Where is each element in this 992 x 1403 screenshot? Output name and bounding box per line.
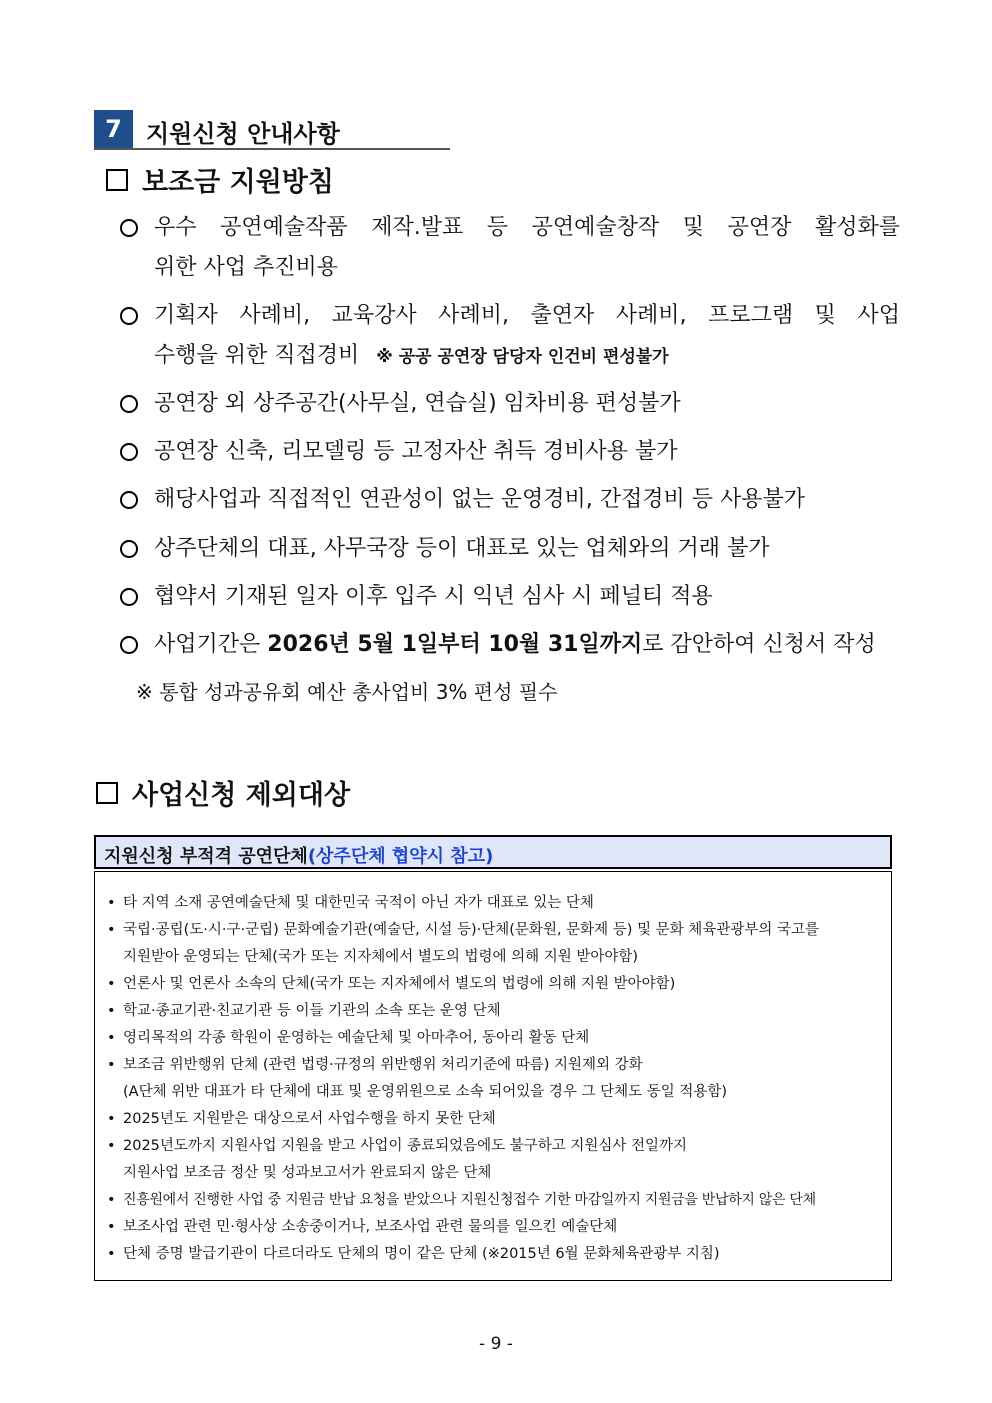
circle-bullet-icon xyxy=(120,395,138,413)
circle-bullet-icon xyxy=(120,219,138,237)
bullet-dot-icon: • xyxy=(107,976,116,992)
bullet-line: 공연장 신축, 리모델링 등 고정자산 취득 경비사용 불가 xyxy=(154,439,678,464)
bullet-dot-icon: • xyxy=(107,1219,116,1235)
exclusion-table-header xyxy=(94,835,892,869)
list-item-text: 보조금 위반행위 단체 (관련 법령·규정의 위반행위 처리기준에 따름) 지원제외 강화 xyxy=(123,1057,643,1073)
section-number-badge: 7 xyxy=(94,110,133,148)
list-item xyxy=(107,890,877,917)
list-item-text: 영리목적의 각종 학원이 운영하는 예술단체 및 아마추어, 동아리 활동 단체 xyxy=(123,1030,590,1046)
period-prefix: 사업기간은 xyxy=(154,632,268,657)
list-item xyxy=(107,1052,877,1106)
bullet-line: 협약서 기재된 일자 이후 입주 시 익년 심사 시 페널티 적용 xyxy=(154,584,713,609)
checkbox-square-icon xyxy=(106,169,128,191)
policy-bullet-1 xyxy=(120,208,900,288)
page-number: - 9 - xyxy=(479,1334,513,1354)
list-item-text: 단체 증명 발급기관이 다르더라도 단체의 명이 같은 단체 (※2015년 6월 문화체육관광부 지침) xyxy=(123,1246,720,1262)
table-title: 지원신청 부적격 공연단체 xyxy=(104,846,308,867)
list-item xyxy=(107,1241,877,1268)
section-underline xyxy=(94,148,450,150)
bullet-dot-icon: • xyxy=(107,1003,116,1019)
list-item-text: 국립·공립(도·시·구·군립) 문화예술기관(예술단, 시설 등)·단체(문화원, 문화제 등) 및 문화 체육관광부의 국고를 xyxy=(123,922,819,938)
circle-bullet-icon xyxy=(120,540,138,558)
circle-bullet-icon xyxy=(120,307,138,325)
bullet-line: 상주단체의 대표, 사무국장 등이 대표로 있는 업체와의 거래 불가 xyxy=(154,536,770,561)
exclusion-heading xyxy=(96,773,350,812)
list-item xyxy=(107,1106,877,1133)
list-item xyxy=(107,1187,877,1214)
list-item xyxy=(107,971,877,998)
list-item-text: 보조사업 관련 민·형사상 소송중이거나, 보조사업 관련 물의를 일으킨 예술단체 xyxy=(123,1219,618,1235)
period-suffix: 로 감안하여 신청서 작성 xyxy=(642,632,876,657)
circle-bullet-icon xyxy=(120,491,138,509)
list-item-text: 진흥원에서 진행한 사업 중 지원금 반납 요청을 받았으나 지원신청접수 기한 마감일까지 지원금을 반납하지 않은 단체 xyxy=(123,1192,816,1208)
section-header xyxy=(94,110,450,150)
bullet-line: 공연장 외 상주공간(사무실, 연습실) 임차비용 편성불가 xyxy=(154,391,681,416)
checkbox-square-icon xyxy=(96,782,118,804)
bullet-note: ※ 공공 공연장 담당자 인건비 편성불가 xyxy=(376,347,669,367)
bullet-dot-icon: • xyxy=(107,1057,116,1073)
policy-bullet-7 xyxy=(120,577,900,617)
circle-bullet-icon xyxy=(120,443,138,461)
list-item xyxy=(107,1214,877,1241)
exclusion-list xyxy=(107,890,877,1268)
bullet-dot-icon: • xyxy=(107,1030,116,1046)
budget-note: ※ 통합 성과공유회 예산 총사업비 3% 편성 필수 xyxy=(136,680,558,704)
bullet-dot-icon: • xyxy=(107,1111,116,1127)
bullet-dot-icon: • xyxy=(107,895,116,911)
policy-bullet-4 xyxy=(120,432,900,472)
exclusion-table-body xyxy=(94,871,892,1281)
list-item-text: 지원받아 운영되는 단체(국가 또는 지자체에서 별도의 법령에 의해 지원 받아야함) xyxy=(123,949,639,965)
period-dates: 2026년 5월 1일부터 10월 31일까지 xyxy=(267,632,643,657)
circle-bullet-icon xyxy=(120,636,138,654)
list-item-text: 타 지역 소재 공연예술단체 및 대한민국 국적이 아닌 자가 대표로 있는 단체 xyxy=(123,895,594,911)
bullet-dot-icon: • xyxy=(107,922,116,938)
list-item-text: 지원사업 보조금 정산 및 성과보고서가 완료되지 않은 단체 xyxy=(123,1165,492,1181)
list-item-text: (A단체 위반 대표가 타 단체에 대표 및 운영위원으로 소속 되어있을 경우 그 단체도 동일 적용함) xyxy=(123,1084,728,1100)
bullet-line: 해당사업과 직접적인 연관성이 없는 운영경비, 간접경비 등 사용불가 xyxy=(154,487,806,512)
list-item xyxy=(107,998,877,1025)
list-item xyxy=(107,917,877,971)
policy-heading-text: 보조금 지원방침 xyxy=(142,167,334,198)
circle-bullet-icon xyxy=(120,588,138,606)
list-item-text: 2025년도까지 지원사업 지원을 받고 사업이 종료되었음에도 불구하고 지원심사 전일까지 xyxy=(123,1138,688,1154)
bullet-dot-icon: • xyxy=(107,1192,116,1208)
table-title-note: (상주단체 협약시 참고) xyxy=(307,846,494,867)
policy-bullet-6 xyxy=(120,529,900,569)
list-item-text: 언론사 및 언론사 소속의 단체(국가 또는 지자체에서 별도의 법령에 의해 지원 받아야함) xyxy=(123,976,676,992)
bullet-line: 수행을 위한 직접경비 xyxy=(154,343,360,368)
policy-bullet-3 xyxy=(120,384,900,424)
bullet-line: 우수 공연예술작품 제작.발표 등 공연예술창작 및 공연장 활성화를 xyxy=(154,215,900,240)
bullet-line: 위한 사업 추진비용 xyxy=(154,255,339,280)
policy-bullet-2 xyxy=(120,296,900,377)
bullet-line: 기획자 사례비, 교육강사 사례비, 출연자 사례비, 프로그램 및 사업 xyxy=(154,303,900,328)
list-item-text: 2025년도 지원받은 대상으로서 사업수행을 하지 못한 단체 xyxy=(123,1111,496,1127)
bullet-dot-icon: • xyxy=(107,1138,116,1154)
list-item-text: 학교·종교기관·친교기관 등 이들 기관의 소속 또는 운영 단체 xyxy=(123,1003,501,1019)
exclusion-heading-text: 사업신청 제외대상 xyxy=(132,780,351,811)
section-title: 지원신청 안내사항 xyxy=(146,120,340,148)
list-item xyxy=(107,1133,877,1187)
policy-heading xyxy=(106,160,334,199)
policy-bullet-5 xyxy=(120,480,900,520)
policy-bullet-period xyxy=(120,625,900,665)
bullet-dot-icon: • xyxy=(107,1246,116,1262)
list-item xyxy=(107,1025,877,1052)
